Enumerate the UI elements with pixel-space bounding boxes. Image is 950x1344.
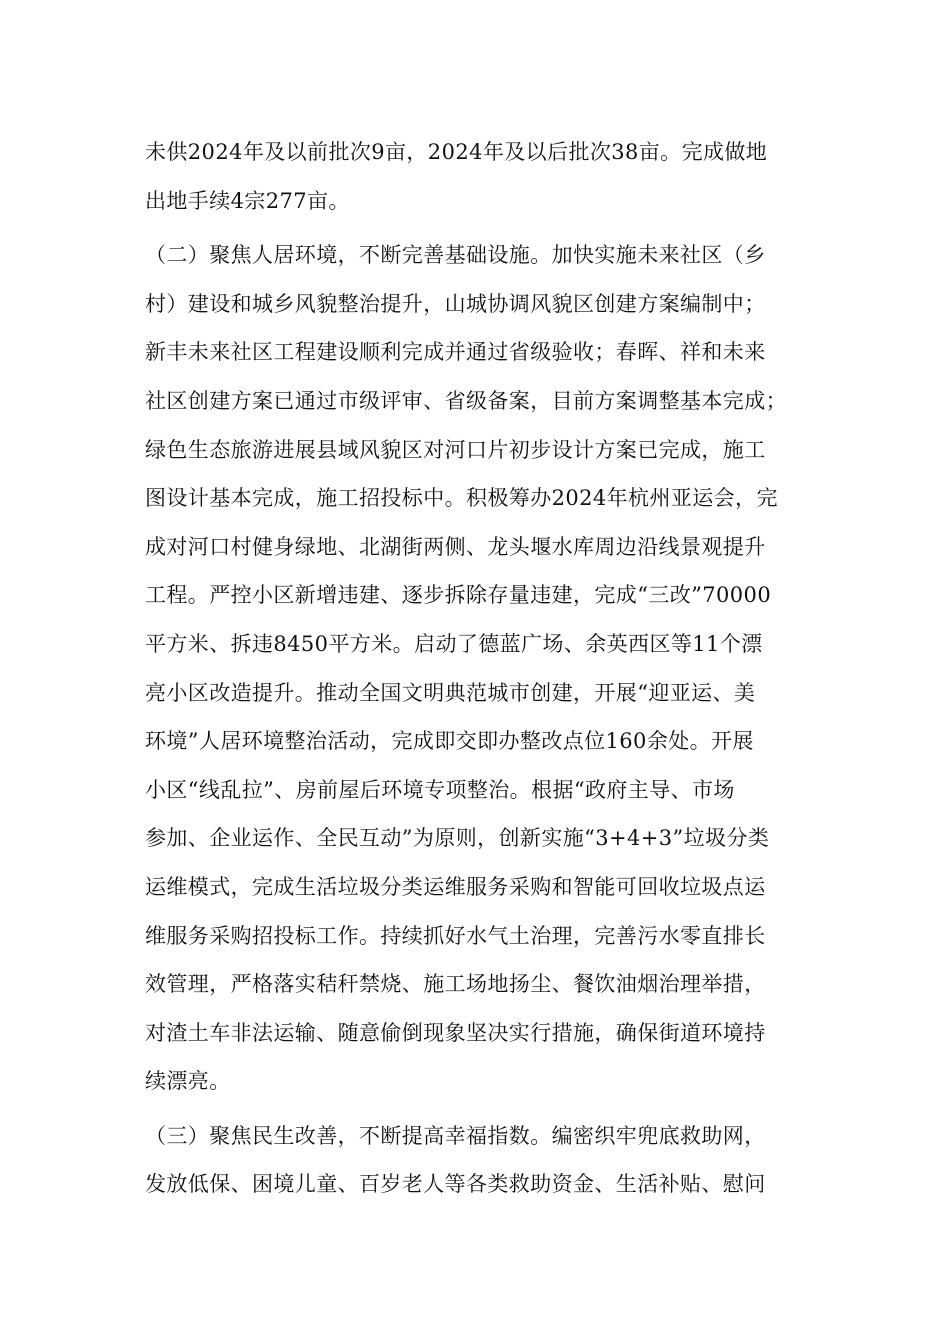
text-line: 平方米、拆违8450平方米。启动了德蓝广场、余英西区等11个漂 — [145, 631, 763, 656]
section-heading-line: （二）聚焦人居环境，不断完善基础设施。加快实施未来社区（乡 — [145, 243, 766, 268]
text-line: 发放低保、困境儿童、百岁老人等各类救助资金、生活补贴、慰问 — [145, 1172, 766, 1197]
text-line: 亮小区改造提升。推动全国文明典范城市创建，开展“迎亚运、美 — [145, 680, 756, 705]
text-line: 新丰未来社区工程建设顺利完成并通过省级验收；春晖、祥和未来 — [145, 340, 766, 365]
text-line: 成对河口村健身绿地、北湖街两侧、龙头堰水库周边沿线景观提升 — [145, 534, 766, 559]
text-line: 绿色生态旅游进展县域风貌区对河口片初步设计方案已完成，施工 — [145, 437, 766, 462]
document-page — [145, 128, 809, 1209]
text-line: 效管理，严格落实秸秆禁烧、施工场地扬尘、餐饮油烟治理举措， — [145, 972, 766, 997]
section-heading-line: （三）聚焦民生改善，不断提高幸福指数。编密织牢兜底救助网， — [145, 1123, 766, 1148]
paragraph-2 — [145, 231, 809, 1106]
text-line: 村）建设和城乡风貌整治提升，山城协调风貌区创建方案编制中； — [145, 291, 766, 316]
text-line: 对渣土车非法运输、随意偷倒现象坚决实行措施，确保街道环境持 — [145, 1020, 766, 1045]
text-line: 运维模式，完成生活垃圾分类运维服务采购和智能可回收垃圾点运 — [145, 874, 766, 899]
text-line: 参加、企业运作、全民互动”为原则，创新实施“3+4+3”垃圾分类 — [145, 826, 770, 851]
text-line: 小区“线乱拉”、房前屋后环境专项整治。根据“政府主导、市场 — [145, 777, 735, 802]
text-line: 图设计基本完成，施工招投标中。积极筹办2024年杭州亚运会，完 — [145, 486, 778, 511]
paragraph-3 — [145, 1112, 809, 1209]
text-line: 社区创建方案已通过市级评审、省级备案，目前方案调整基本完成； — [145, 388, 787, 413]
text-line: 出地手续4宗277亩。 — [145, 188, 350, 213]
text-line: 环境”人居环境整治活动，完成即交即办整改点位160余处。开展 — [145, 729, 754, 754]
text-line: 工程。严控小区新增违建、逐步拆除存量违建，完成“三改”70000 — [145, 583, 772, 608]
text-line: 未供2024年及以前批次9亩，2024年及以后批次38亩。完成做地 — [145, 140, 768, 164]
text-line: 续漂亮。 — [145, 1069, 231, 1094]
paragraph-1 — [145, 128, 809, 225]
text-line: 维服务采购招投标工作。持续抓好水气土治理，完善污水零直排长 — [145, 923, 766, 948]
